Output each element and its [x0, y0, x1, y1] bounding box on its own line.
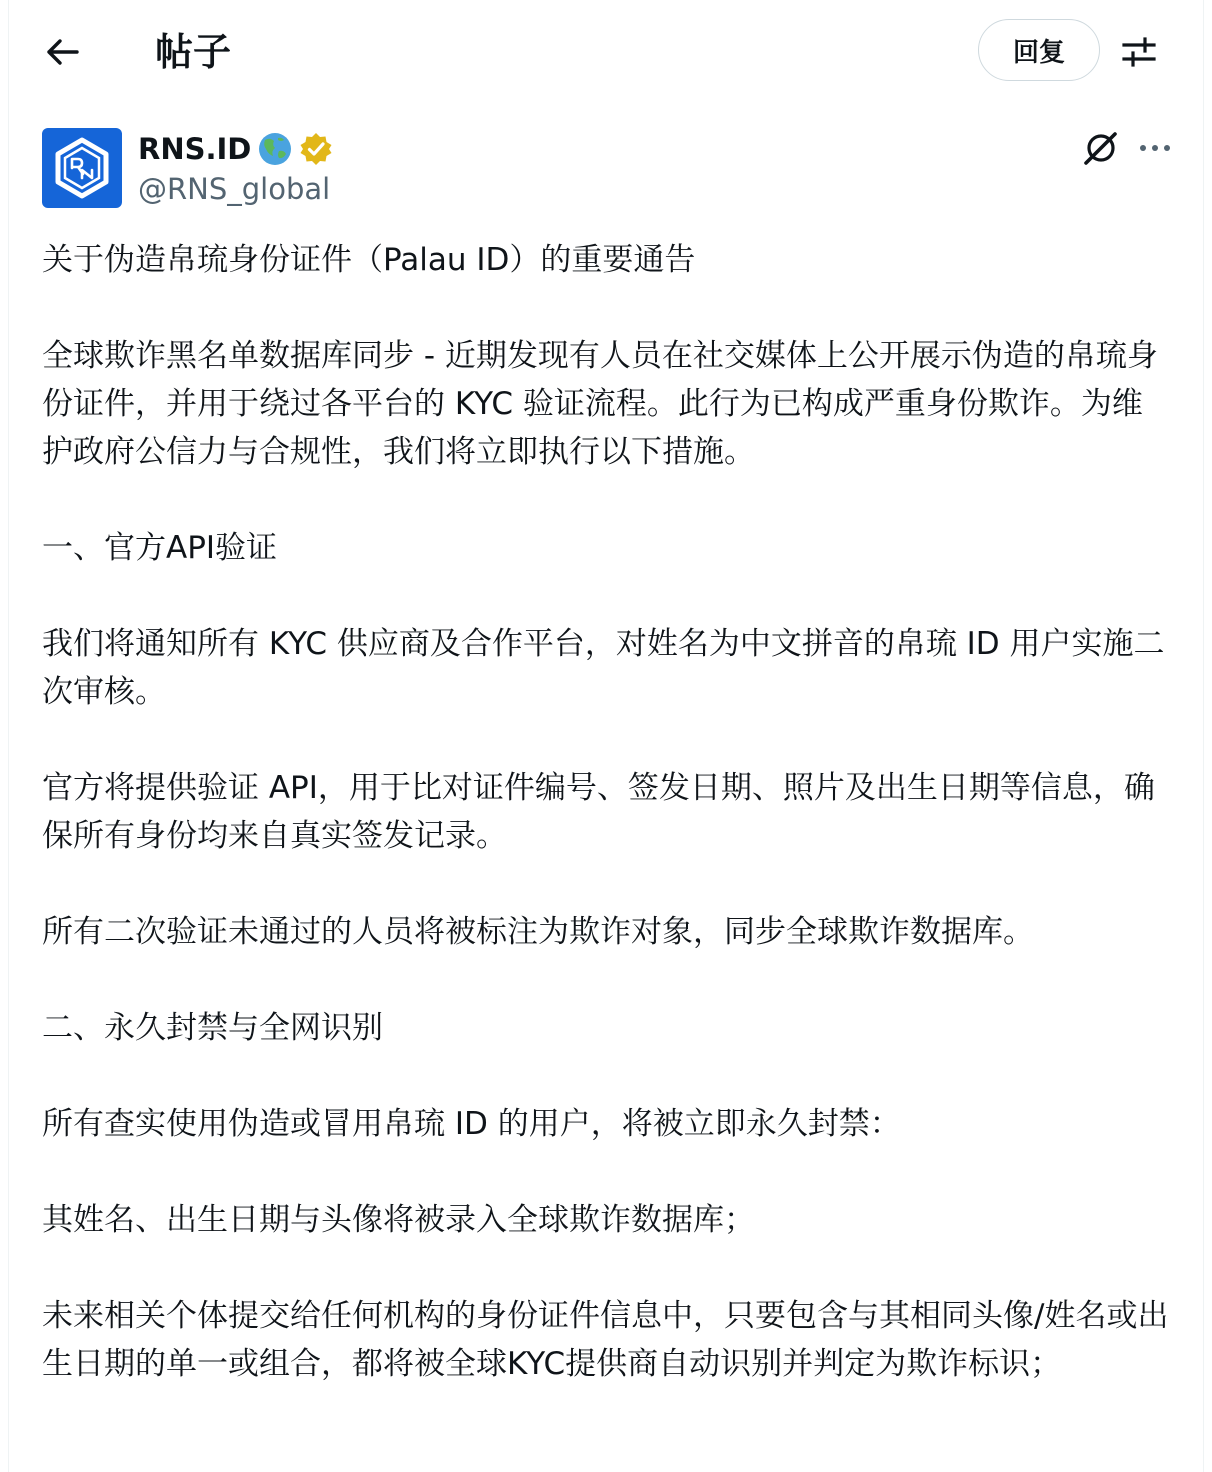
- post-paragraph: 其姓名、出生日期与头像将被录入全球欺诈数据库；: [42, 1202, 755, 1238]
- post-paragraph: 二、永久封禁与全网识别: [42, 1010, 383, 1046]
- rns-logo-icon: [42, 128, 122, 208]
- arrow-left-icon: [46, 38, 80, 66]
- post-paragraph: 官方将提供验证 API，用于比对证件编号、签发日期、照片及出生日期等信息，确保所有身份均来自真实签发记录。: [42, 770, 1155, 854]
- reply-button[interactable]: 回复: [978, 19, 1100, 81]
- post-paragraph: 一、官方API验证: [42, 530, 278, 566]
- top-bar: [9, 0, 1203, 104]
- post-paragraph: 所有查实使用伪造或冒用帛琉 ID 的用户，将被立即永久封禁：: [42, 1106, 901, 1142]
- post-paragraph: 我们将通知所有 KYC 供应商及合作平台，对姓名为中文拼音的帛琉 ID 用户实施二次审核。: [42, 626, 1165, 710]
- post-paragraph: 未来相关个体提交给任何机构的身份证件信息中，只要包含与其相同头像/姓名或出生日期的单一或组合，都将被全球KYC提供商自动识别并判定为欺诈标识；: [42, 1298, 1169, 1382]
- globe-icon: [257, 131, 293, 167]
- settings-button[interactable]: [1115, 28, 1163, 76]
- verified-gold-icon: [299, 132, 333, 166]
- page-title: 帖子: [155, 30, 232, 74]
- back-button[interactable]: [39, 28, 87, 76]
- grok-icon: [1082, 129, 1120, 167]
- grok-button[interactable]: [1077, 124, 1125, 172]
- author-name-row[interactable]: [138, 130, 333, 168]
- post-page: [8, 0, 1204, 1472]
- more-horizontal-icon: [1139, 143, 1171, 153]
- sliders-icon: [1122, 36, 1156, 68]
- author-handle[interactable]: @RNS_global: [138, 172, 331, 206]
- post-text: [42, 236, 1172, 1436]
- post-paragraph: 所有二次验证未通过的人员将被标注为欺诈对象，同步全球欺诈数据库。: [42, 914, 1034, 950]
- post-paragraph: 全球欺诈黑名单数据库同步 - 近期发现有人员在社交媒体上公开展示伪造的帛琉身份证件，并用于绕过各平台的 KYC 验证流程。此行为已构成严重身份欺诈。为维护政府公信力与合规性，我们将立即执行以下措施。: [42, 338, 1158, 470]
- more-options-button[interactable]: [1131, 124, 1179, 172]
- author-name[interactable]: RNS.ID: [138, 132, 252, 166]
- avatar[interactable]: [42, 128, 122, 208]
- post-paragraph: 关于伪造帛琉身份证件（Palau ID）的重要通告: [42, 242, 696, 278]
